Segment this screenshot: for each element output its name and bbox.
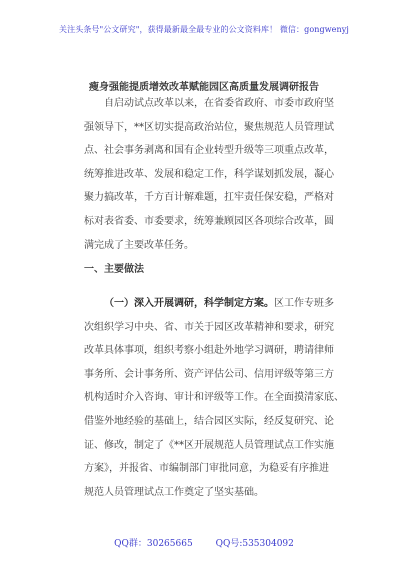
document-title: 瘦身强能提质增效改革赋能园区高质量发展调研报告 — [89, 82, 319, 93]
paragraph-line: 事务所、会计事务所、资产评估公司、信用评级等第三方 — [84, 368, 334, 380]
header-promo-note: 关注头条号"公文研究"，获得最新最全最专业的公文资料库！ 微信：gongwenyj — [59, 25, 349, 34]
paragraph-line: 借鉴外地经验的基础上，结合园区实际，经反复研究、论 — [84, 415, 334, 427]
footer-qq-number: QQ号:535304092 — [215, 539, 294, 549]
paragraph-line: 机构适时介入咨询、审计和评级等工作。在全面摸清家底、 — [84, 392, 344, 404]
subsection-heading: （一）深入开展调研，科学制定方案。 — [104, 298, 274, 309]
paragraph-line: 点、社会事务剥离和国有企业转型升级等三项重点改革， — [84, 145, 334, 157]
paragraph-line: 证、修改，制定了《**区开展规范人员管理试点工作实施 — [84, 439, 334, 451]
paragraph-line: 强领导下，**区切实提高政治站位，聚焦规范人员管理试 — [84, 121, 334, 133]
paragraph-line: 改革具体事项，组织考察小组赴外地学习调研，聘请律师 — [84, 345, 334, 357]
paragraph-line — [84, 292, 354, 316]
section-heading: 一、主要做法 — [84, 264, 144, 275]
subsection-paragraph — [84, 292, 354, 504]
paragraph-line: 自启动试点改革以来，在省委省政府、市委市政府坚 — [104, 98, 334, 109]
subsection-first-line-rest: 区工作专班多 — [274, 298, 334, 309]
footer-qq-group: QQ群：30265665 — [114, 539, 193, 549]
paragraph-line: 满完成了主要改革任务。 — [84, 239, 194, 251]
paragraph-line: 次组织学习中央、省、市关于园区改革精神和要求，研究 — [84, 321, 334, 333]
paragraph-line: 方案》，并报省、市编制部门审批同意，为稳妥有序推进 — [84, 463, 329, 475]
paragraph-line: 标对表省委、市委要求，统筹兼顾园区各项综合改革，圆 — [84, 215, 334, 227]
paragraph-line: 规范人员管理试点工作奠定了坚实基础。 — [84, 486, 264, 498]
footer-contact — [0, 536, 408, 549]
paragraph-line: 统筹推进改革、发展和稳定工作，科学谋划抓发展，凝心 — [84, 168, 334, 180]
intro-paragraph — [84, 92, 354, 257]
paragraph-line: 聚力搞改革，千方百计解难题，扛牢责任保安稳，严格对 — [84, 192, 334, 204]
